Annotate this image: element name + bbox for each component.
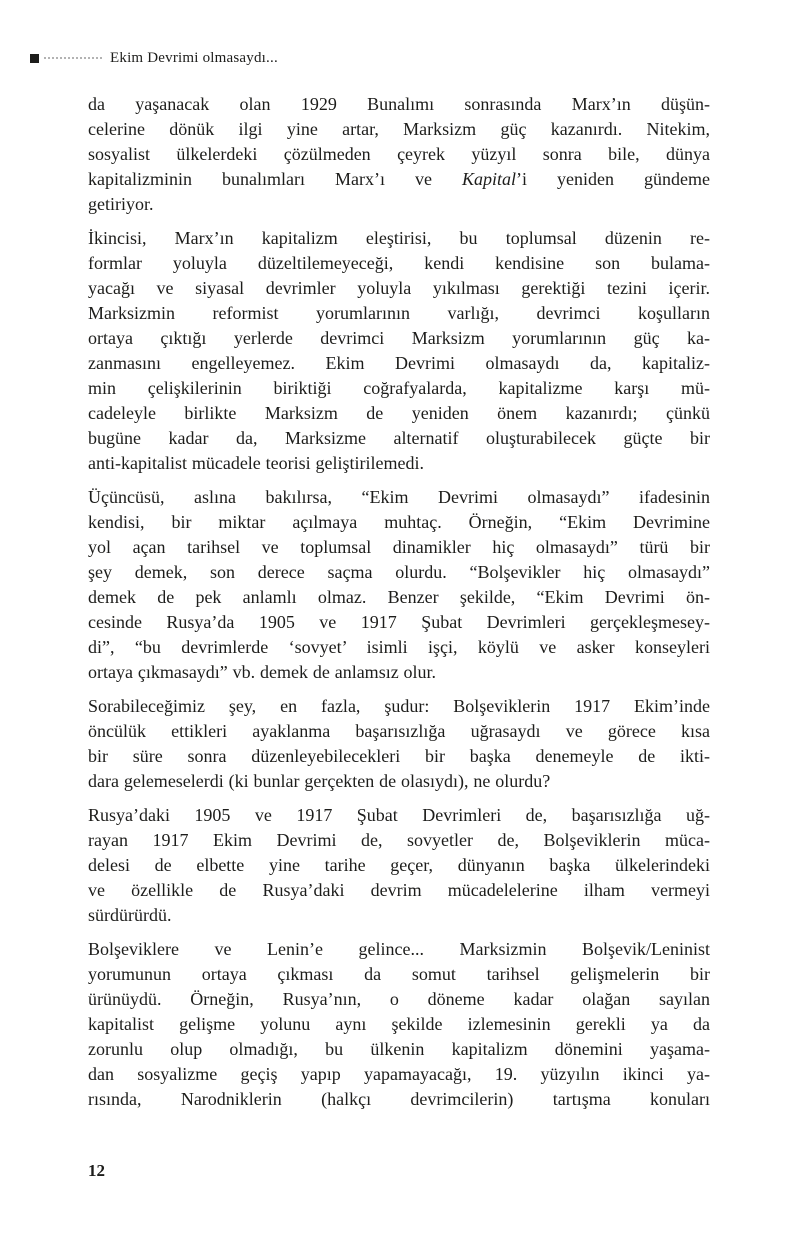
text-line: demek de pek anlamlı olmaz. Benzer şekilde, “Ekim Devrimi ön- bbox=[88, 587, 710, 607]
text-line: zanmasını engelleyemez. Ekim Devrimi olmasaydı da, kapitaliz- bbox=[88, 353, 710, 373]
text-line: ürünüydü. Örneğin, Rusya’nın, o döneme kadar olağan sayılan bbox=[88, 989, 710, 1009]
paragraph-1 bbox=[88, 92, 710, 217]
text-line: delesi de elbette yine tarihe geçer, dünyanın başka ülkelerindeki bbox=[88, 855, 710, 875]
text-line: dara gelemeselerdi (ki bunlar gerçekten de olasıydı), ne olurdu? bbox=[88, 771, 551, 791]
book-title-italic: Kapital bbox=[461, 169, 516, 189]
text-line: yorumunun ortaya çıkması da somut tarihsel gelişmelerin bir bbox=[88, 964, 710, 984]
body-text bbox=[88, 92, 710, 1121]
text-line: anti-kapitalist mücadele teorisi geliştirilemedi. bbox=[88, 453, 424, 473]
text-line: Üçüncüsü, aslına bakılırsa, “Ekim Devrimi olmasaydı” ifadesinin bbox=[88, 487, 710, 507]
text-segment: ’i yeniden gündeme bbox=[516, 169, 710, 189]
running-header bbox=[30, 49, 710, 67]
text-line: cadeleyle birlikte Marksizm de yeniden önem kazanırdı; çünkü bbox=[88, 403, 710, 423]
text-line: da yaşanacak olan 1929 Bunalımı sonrasında Marx’ın düşün- bbox=[88, 94, 710, 114]
text-line: yol açan tarihsel ve toplumsal dinamikler hiç olmasaydı” türü bir bbox=[88, 537, 710, 557]
header-dotted-line bbox=[44, 57, 102, 59]
text-line: dan sosyalizme geçiş yapıp yapamayacağı, 19. yüzyılın ikinci ya- bbox=[88, 1064, 710, 1084]
text-line: öncülük ettikleri ayaklanma başarısızlığa uğrasaydı ve görece kısa bbox=[88, 721, 710, 741]
text-line: zorunlu olup olmadığı, bu ülkenin kapitalizm dönemini yaşama- bbox=[88, 1039, 710, 1059]
text-line: ortaya çıktığı yerlerde devrimci Marksizm yorumlarının güç ka- bbox=[88, 328, 710, 348]
text-line: cesinde Rusya’da 1905 ve 1917 Şubat Devrimleri gerçekleşmesey- bbox=[88, 612, 710, 632]
text-line bbox=[88, 167, 710, 192]
text-line: sürdürürdü. bbox=[88, 905, 172, 925]
text-line: rısında, Narodniklerin (halkçı devrimcilerin) tartışma konuları bbox=[88, 1089, 710, 1109]
text-line: şey demek, son derece saçma olurdu. “Bolşevikler hiç olmasaydı” bbox=[88, 562, 710, 582]
paragraph-5 bbox=[88, 803, 710, 928]
text-line: celerine dönük ilgi yine artar, Marksizm güç kazanırdı. Nitekim, bbox=[88, 119, 710, 139]
paragraph-4 bbox=[88, 694, 710, 794]
text-line: kendisi, bir miktar açılmaya muhtaç. Örneğin, “Ekim Devrimine bbox=[88, 512, 710, 532]
text-line: bugüne kadar da, Marksizme alternatif oluşturabilecek güçte bir bbox=[88, 428, 710, 448]
text-segment: kapitalizminin bunalımları Marx’ı ve bbox=[88, 169, 462, 189]
text-line: formlar yoluyla düzeltilemeyeceği, kendi kendisine son bulama- bbox=[88, 253, 710, 273]
text-line: yacağı ve siyasal devrimler yoluyla yıkılması gerektiği tezini içerir. bbox=[88, 278, 710, 298]
text-line: Rusya’daki 1905 ve 1917 Şubat Devrimleri de, başarısızlığa uğ- bbox=[88, 805, 710, 825]
text-line: di”, “bu devrimlerde ‘sovyet’ isimli işçi, köylü ve asker konseyleri bbox=[88, 637, 710, 657]
text-line: Sorabileceğimiz şey, en fazla, şudur: Bolşeviklerin 1917 Ekim’inde bbox=[88, 696, 710, 716]
text-line: bir süre sonra düzenleyebilecekleri bir başka denemeyle de ikti- bbox=[88, 746, 710, 766]
text-line: min çelişkilerinin biriktiği coğrafyalarda, kapitalizme karşı mü- bbox=[88, 378, 710, 398]
text-line: Bolşeviklere ve Lenin’e gelince... Marksizmin Bolşevik/Leninist bbox=[88, 939, 710, 959]
text-line: rayan 1917 Ekim Devrimi de, sovyetler de, Bolşeviklerin müca- bbox=[88, 830, 710, 850]
text-line: sosyalist ülkelerdeki çözülmeden çeyrek yüzyıl sonra bile, dünya bbox=[88, 144, 710, 164]
header-square-marker bbox=[30, 54, 39, 63]
page-number: 12 bbox=[88, 1161, 105, 1180]
text-line: İkincisi, Marx’ın kapitalizm eleştirisi, bu toplumsal düzenin re- bbox=[88, 228, 710, 248]
text-line: ortaya çıkmasaydı” vb. demek de anlamsız olur. bbox=[88, 662, 437, 682]
text-line: kapitalist gelişme yolunu aynı şekilde izlemesinin gerekli ya da bbox=[88, 1014, 710, 1034]
paragraph-3 bbox=[88, 485, 710, 685]
paragraph-2 bbox=[88, 226, 710, 476]
text-line: getiriyor. bbox=[88, 194, 154, 214]
header-title: Ekim Devrimi olmasaydı... bbox=[110, 49, 278, 66]
text-line: ve özellikle de Rusya’daki devrim mücadelelerine ilham vermeyi bbox=[88, 880, 710, 900]
text-line: Marksizmin reformist yorumlarının varlığı, devrimci koşulların bbox=[88, 303, 710, 323]
paragraph-6 bbox=[88, 937, 710, 1112]
